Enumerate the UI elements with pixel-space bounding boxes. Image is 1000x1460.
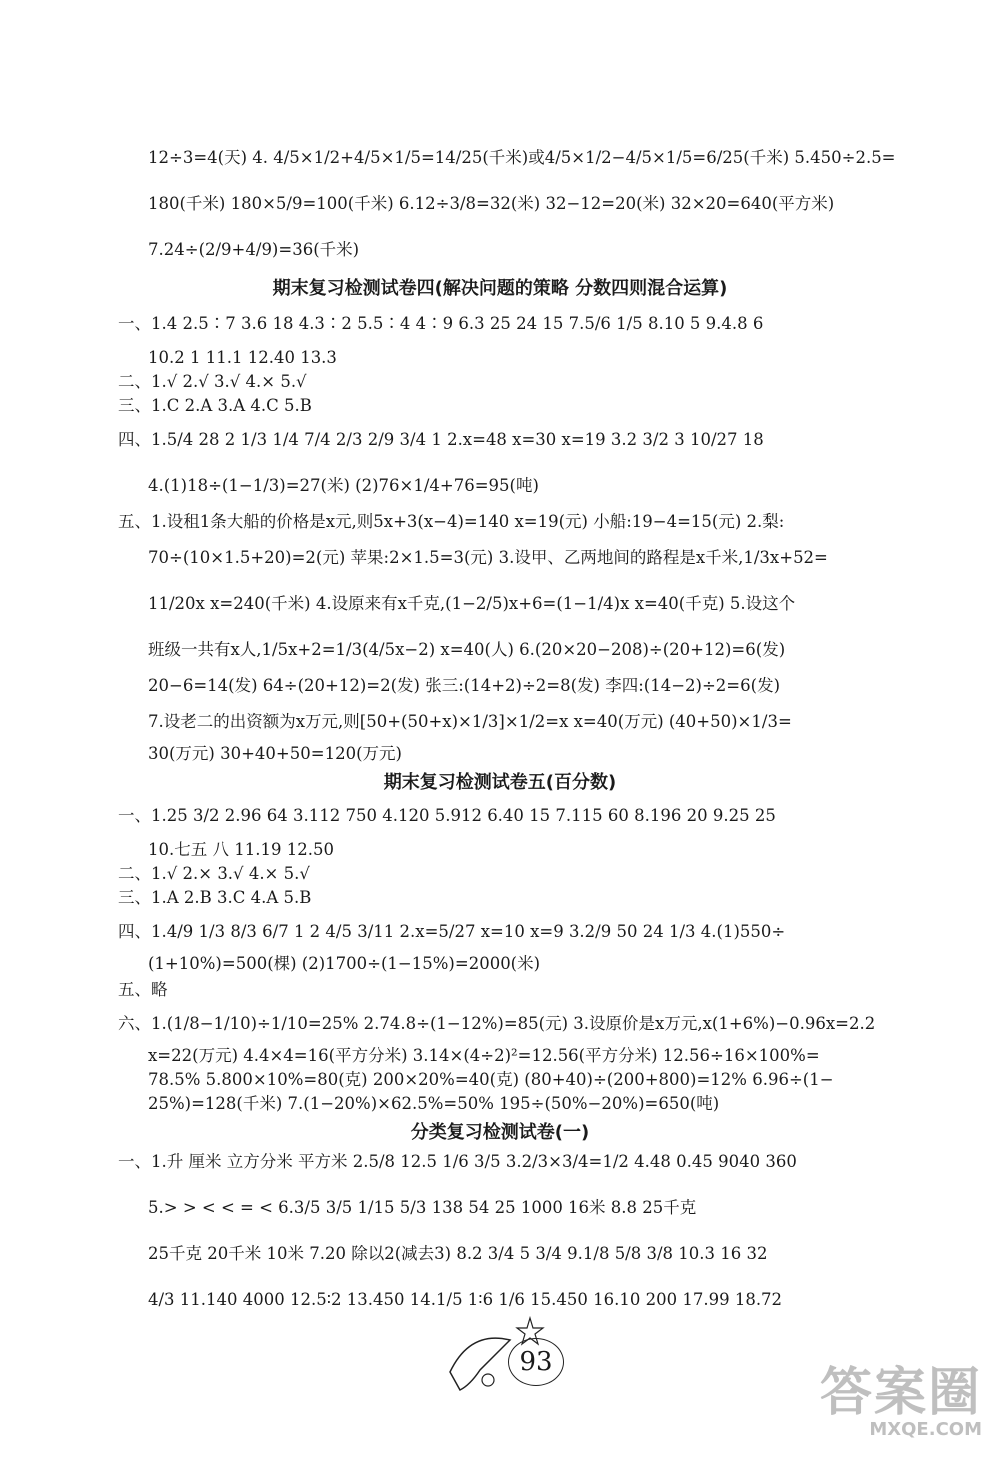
text-line: 5.> > < < = < 6.3/5 3/5 1/15 5/3 138 54 25 1000 16米 8.8 25千克	[148, 1198, 697, 1217]
section-heading: 期末复习检测试卷五(百分数)	[383, 772, 617, 793]
text-line: 25千克 20千米 10米 7.20 除以2(减去3) 8.2 3/4 5 3/4 9.1/8 5/8 3/8 10.3 16 32	[148, 1244, 768, 1263]
text-line: 五、略	[118, 980, 168, 999]
text-line: 4/3 11.140 4000 12.5∶2 13.450 14.1/5 1∶6 1/6 15.450 16.10 200 17.99 18.72	[148, 1290, 783, 1309]
text-line: 10.2 1 11.1 12.40 13.3	[148, 348, 337, 367]
text-line: 三、1.A 2.B 3.C 4.A 5.B	[118, 888, 312, 907]
text-line: 11/20x x=240(千米) 4.设原来有x千克,(1−2/5)x+6=(1−1/4)x x=40(千克) 5.设这个	[148, 594, 796, 613]
text-line: 六、1.(1/8−1/10)÷1/10=25% 2.74.8÷(1−12%)=85(元) 3.设原价是x万元,x(1+6%)−0.96x=2.2	[118, 1014, 876, 1033]
text-line: 30(万元) 30+40+50=120(万元)	[148, 744, 402, 763]
text-line: (1+10%)=500(棵) (2)1700÷(1−15%)=2000(米)	[148, 954, 541, 973]
text-line: 12÷3=4(天) 4. 4/5×1/2+4/5×1/5=14/25(千米)或4/5×1/2−4/5×1/5=6/25(千米) 5.450÷2.5=	[148, 148, 896, 167]
text-line: 20−6=14(发) 64÷(20+12)=2(发) 张三:(14+2)÷2=8(发) 李四:(14−2)÷2=6(发)	[148, 676, 781, 695]
text-line: 二、1.√ 2.× 3.√ 4.× 5.√	[118, 864, 310, 883]
text-line: 四、1.4/9 1/3 8/3 6/7 1 2 4/5 3/11 2.x=5/27 x=10 x=9 3.2/9 50 24 1/3 4.(1)550÷	[118, 922, 786, 941]
text-line: 一、1.4 2.5∶7 3.6 18 4.3∶2 5.5∶4 4∶9 6.3 25 24 15 7.5/6 1/5 8.10 5 9.4.8 6	[118, 314, 764, 333]
text-line: 一、1.25 3/2 2.96 64 3.112 750 4.120 5.912 6.40 15 7.115 60 8.196 20 9.25 25	[118, 806, 776, 825]
section-heading: 分类复习检测试卷(一)	[410, 1122, 590, 1143]
section-heading: 期末复习检测试卷四(解决问题的策略 分数四则混合运算)	[272, 278, 728, 299]
text-line: 10.七五 八 11.19 12.50	[148, 840, 334, 859]
page-number: 93	[508, 1338, 564, 1386]
text-line: 78.5% 5.800×10%=80(克) 200×20%=40(克) (80+40)÷(200+800)=12% 6.96÷(1−	[148, 1070, 834, 1089]
text-line: 7.设老二的出资额为x万元,则[50+(50+x)×1/3]×1/2=x x=40(万元) (40+50)×1/3=	[148, 712, 792, 731]
watermark	[820, 1350, 982, 1440]
watermark-text: 答案圈	[819, 1363, 982, 1423]
text-line: 180(千米) 180×5/9=100(千米) 6.12÷3/8=32(米) 32−12=20(米) 32×20=640(平方米)	[148, 194, 835, 213]
text-line: 班级一共有x人,1/5x+2=1/3(4/5x−2) x=40(人) 6.(20×20−208)÷(20+12)=6(发)	[148, 640, 786, 659]
text-line: 五、1.设租1条大船的价格是x元,则5x+3(x−4)=140 x=19(元) 小船:19−4=15(元) 2.梨:	[118, 512, 785, 531]
text-line: 二、1.√ 2.√ 3.√ 4.× 5.√	[118, 372, 307, 391]
text-line: x=22(万元) 4.4×4=16(平方分米) 3.14×(4÷2)²=12.56(平方分米) 12.56÷16×100%=	[148, 1046, 820, 1065]
text-line: 四、1.5/4 28 2 1/3 1/4 7/4 2/3 2/9 3/4 1 2.x=48 x=30 x=19 3.2 3/2 3 10/27 18	[118, 430, 764, 449]
text-line: 一、1.升 厘米 立方分米 平方米 2.5/8 12.5 1/6 3/5 3.2/3×3/4=1/2 4.48 0.45 9040 360	[118, 1152, 797, 1171]
text-line: 70÷(10×1.5+20)=2(元) 苹果:2×1.5=3(元) 3.设甲、乙两地间的路程是x千米,1/3x+52=	[148, 548, 828, 567]
text-line: 三、1.C 2.A 3.A 4.C 5.B	[118, 396, 312, 415]
text-line: 4.(1)18÷(1−1/3)=27(米) (2)76×1/4+76=95(吨)	[148, 476, 539, 495]
text-line: 7.24÷(2/9+4/9)=36(千米)	[148, 240, 360, 259]
text-line: 25%)=128(千米) 7.(1−20%)×62.5%=50% 195÷(50%−20%)=650(吨)	[148, 1094, 720, 1113]
watermark-url: MXQE.COM	[869, 1419, 982, 1440]
